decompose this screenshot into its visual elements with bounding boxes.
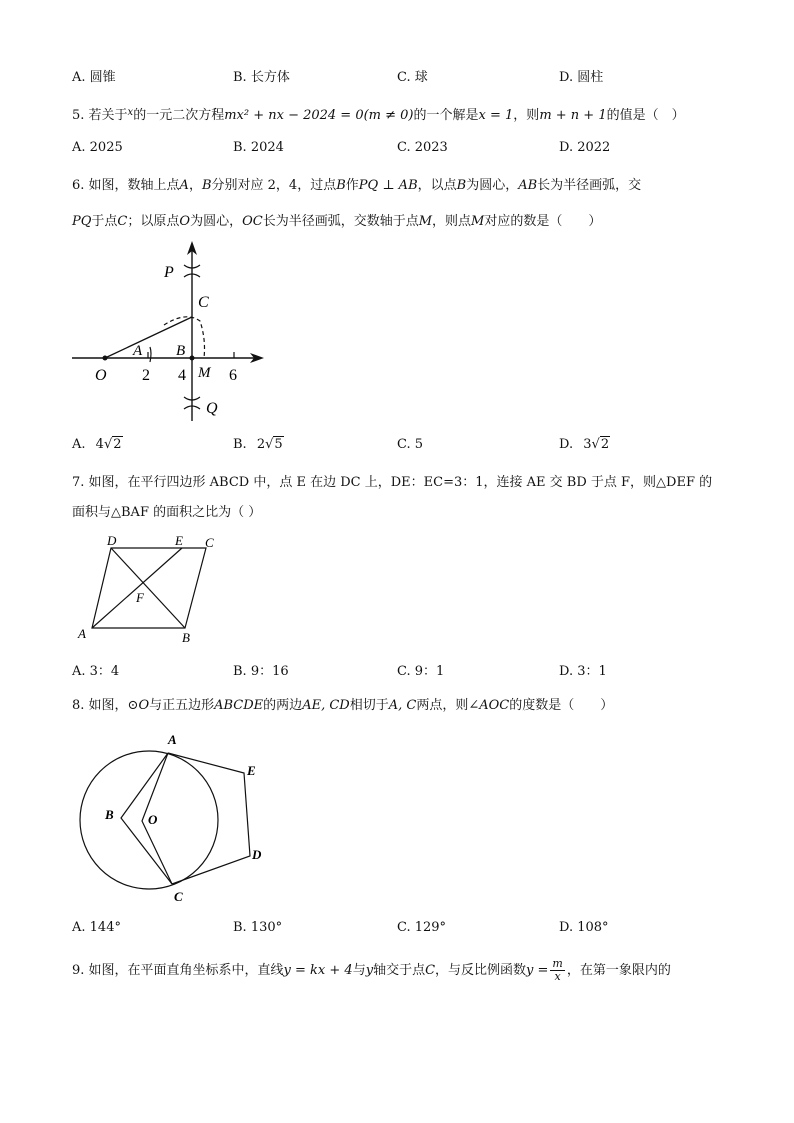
- label-d: D: [252, 847, 262, 862]
- q6-var: O: [179, 214, 191, 229]
- option-radicand: 5: [274, 437, 283, 452]
- q6-var: B: [456, 178, 467, 193]
- q4-option-a: A. 圆锥: [72, 70, 116, 85]
- q7-stem-line2: 面积与△BAF 的面积之比为（ ）: [72, 505, 262, 520]
- q4-option-b: B. 长方体: [233, 70, 290, 85]
- q6-var: PQ ⊥ AB: [358, 178, 418, 193]
- q6-text: 长为半径画弧，交数轴于点: [262, 214, 419, 229]
- q6-option-c: C. 5: [397, 437, 424, 452]
- q9-text: 轴交于点: [373, 963, 426, 978]
- option-radicand: 2: [600, 437, 610, 452]
- point-o: [103, 356, 108, 361]
- q5-stem: [72, 103, 685, 126]
- option-radicand: 2: [113, 437, 122, 452]
- q9-text: ，与反比例函数: [435, 963, 527, 978]
- q9-text: 9. 如图，在平面直角坐标系中，直线: [72, 963, 284, 978]
- q6-text: 作: [345, 178, 359, 193]
- q6-text: ，: [188, 178, 202, 193]
- option-coef: 2: [256, 437, 266, 452]
- q9-stem: [72, 958, 671, 983]
- q8-text: 与正五边形: [149, 698, 215, 713]
- q5-condition: (m ≠ 0): [363, 108, 414, 123]
- q6-text: 为圆心，: [466, 178, 519, 193]
- q6-var: B: [336, 178, 346, 193]
- q5-option-c: C. 2023: [397, 140, 448, 155]
- parallelogram-abcd: [92, 548, 206, 628]
- label-q: Q: [206, 400, 218, 417]
- q7-option-d: D. 3：1: [559, 664, 607, 679]
- q6-var: M: [471, 214, 485, 229]
- q6-options: [72, 437, 752, 457]
- q6-var: A: [179, 178, 189, 193]
- q6-var: M: [418, 214, 433, 229]
- label-o: O: [148, 812, 158, 827]
- q8-stem: [72, 696, 613, 716]
- label-c: C: [205, 535, 214, 550]
- q9-fraction: [550, 958, 564, 983]
- diagonal-bd: [111, 548, 185, 628]
- q8-option-c: C. 129°: [397, 920, 447, 935]
- q4-option-c: C. 球: [397, 70, 428, 85]
- q7-options: [72, 660, 752, 680]
- q9-text: ，在第一象限内的: [566, 963, 671, 978]
- q6-text: ，则点: [432, 214, 472, 229]
- option-coef: 4: [95, 437, 104, 452]
- q6-stem-line1: [72, 176, 641, 196]
- q8-text: 相切于: [349, 698, 389, 713]
- q7-option-b: B. 9：16: [233, 664, 289, 679]
- q7-option-a: A. 3：4: [72, 664, 120, 679]
- q8-option-d: D. 108°: [559, 920, 609, 935]
- q8-var: A, C: [388, 698, 417, 713]
- q6-option-d: [559, 437, 610, 452]
- q8-text: 8. 如图，: [72, 698, 128, 713]
- fraction-numerator: m: [552, 957, 563, 970]
- sqrt-icon: √: [265, 437, 274, 452]
- q5-text: 的值是（ ）: [606, 108, 685, 123]
- label-a: A: [168, 732, 177, 747]
- q8-circle-pentagon-figure: [72, 725, 272, 910]
- q8-option-b: B. 130°: [233, 920, 283, 935]
- q6-var: OC: [242, 214, 263, 229]
- q6-number-line-figure: [68, 235, 278, 425]
- q6-stem-line2: [72, 212, 601, 232]
- q6-text: 于点: [91, 214, 118, 229]
- q5-option-b: B. 2024: [233, 140, 284, 155]
- q9-var: C: [425, 963, 436, 978]
- q5-text: 的一元二次方程: [133, 108, 225, 123]
- sqrt-icon: √: [103, 437, 113, 452]
- pentagon-abc-sides: [121, 753, 172, 884]
- option-letter: B.: [233, 437, 247, 452]
- q7-parallelogram-figure: [72, 532, 232, 647]
- option-coef: 3: [583, 437, 592, 452]
- q6-text: 为圆心，: [190, 214, 243, 229]
- q7-stem-line1: 7. 如图，在平行四边形 ABCD 中，点 E 在边 DC 上，DE：EC=3：1，连接 AE 交 BD 于点 F，则△DEF 的: [72, 475, 713, 490]
- q8-var: ABCDE: [214, 698, 264, 713]
- q6-text: ；以原点: [127, 214, 180, 229]
- q5-option-a: A. 2025: [72, 140, 123, 155]
- q9-var: y: [365, 963, 374, 978]
- q4-options: [72, 66, 752, 86]
- label-c: C: [198, 294, 209, 311]
- q4-option-d: D. 圆柱: [559, 70, 604, 85]
- label-a: A: [78, 626, 86, 641]
- q8-options: [72, 920, 752, 940]
- q8-option-a: A. 144°: [72, 920, 121, 935]
- point-b: [190, 356, 195, 361]
- q5-var: x: [127, 107, 134, 118]
- q6-var: B: [201, 178, 212, 193]
- tick-label-6: 6: [229, 367, 237, 384]
- q8-text: 两点，则: [416, 698, 469, 713]
- q8-text: 的两边: [263, 698, 303, 713]
- q5-text: ，则: [513, 108, 540, 123]
- tick-label-2: 2: [142, 367, 150, 384]
- q5-expr: m + n + 1: [539, 108, 607, 123]
- q8-var: ⊙O: [127, 698, 150, 713]
- q6-option-a: [72, 437, 123, 452]
- label-b: B: [105, 807, 114, 822]
- q5-text: 的一个解是: [413, 108, 479, 123]
- q8-text: 的度数是（ ）: [509, 698, 614, 713]
- label-d: D: [107, 533, 117, 548]
- label-f: F: [136, 590, 144, 605]
- q6-var: C: [117, 214, 128, 229]
- q8-var: AE, CD: [302, 698, 350, 713]
- tick-label-4: 4: [178, 367, 186, 384]
- q9-function: y =: [526, 963, 549, 978]
- q6-var: AB: [518, 178, 538, 193]
- q5-option-d: D. 2022: [559, 140, 611, 155]
- q9-line-equation: y = kx + 4: [283, 963, 353, 978]
- q5-equation: mx² + nx − 2024 = 0: [224, 108, 364, 123]
- option-letter: A.: [72, 437, 86, 452]
- label-b: B: [182, 630, 190, 645]
- q6-text: 对应的数是（ ）: [484, 214, 602, 229]
- label-p: P: [164, 264, 174, 281]
- q5-solution: x = 1: [478, 108, 514, 123]
- q9-text: 与: [352, 963, 366, 978]
- q5-options: [72, 140, 752, 160]
- label-m: M: [198, 365, 211, 381]
- q6-text: 分别对应 2，4，过点: [211, 178, 337, 193]
- q8-var: ∠AOC: [468, 698, 510, 713]
- q6-var: PQ: [72, 214, 92, 229]
- label-c: C: [174, 889, 183, 904]
- label-e: E: [175, 533, 183, 548]
- label-b: B: [176, 343, 186, 359]
- fraction-denominator: x: [554, 970, 561, 983]
- q6-text: ，以点: [417, 178, 457, 193]
- label-a: A: [133, 343, 143, 359]
- q6-text: 长为半径画弧，交: [537, 178, 642, 193]
- q6-option-b: [233, 437, 284, 452]
- q6-text: 6. 如图，数轴上点: [72, 178, 180, 193]
- q7-option-c: C. 9：1: [397, 664, 445, 679]
- sqrt-icon: √: [591, 437, 600, 452]
- option-letter: D.: [559, 437, 574, 452]
- label-e: E: [247, 763, 256, 778]
- q5-text: 5. 若关于: [72, 108, 128, 123]
- arc-mark-a: [150, 347, 151, 362]
- label-o: O: [95, 367, 107, 384]
- pentagon-aedc-sides: [168, 753, 250, 884]
- segment-ae: [92, 548, 182, 628]
